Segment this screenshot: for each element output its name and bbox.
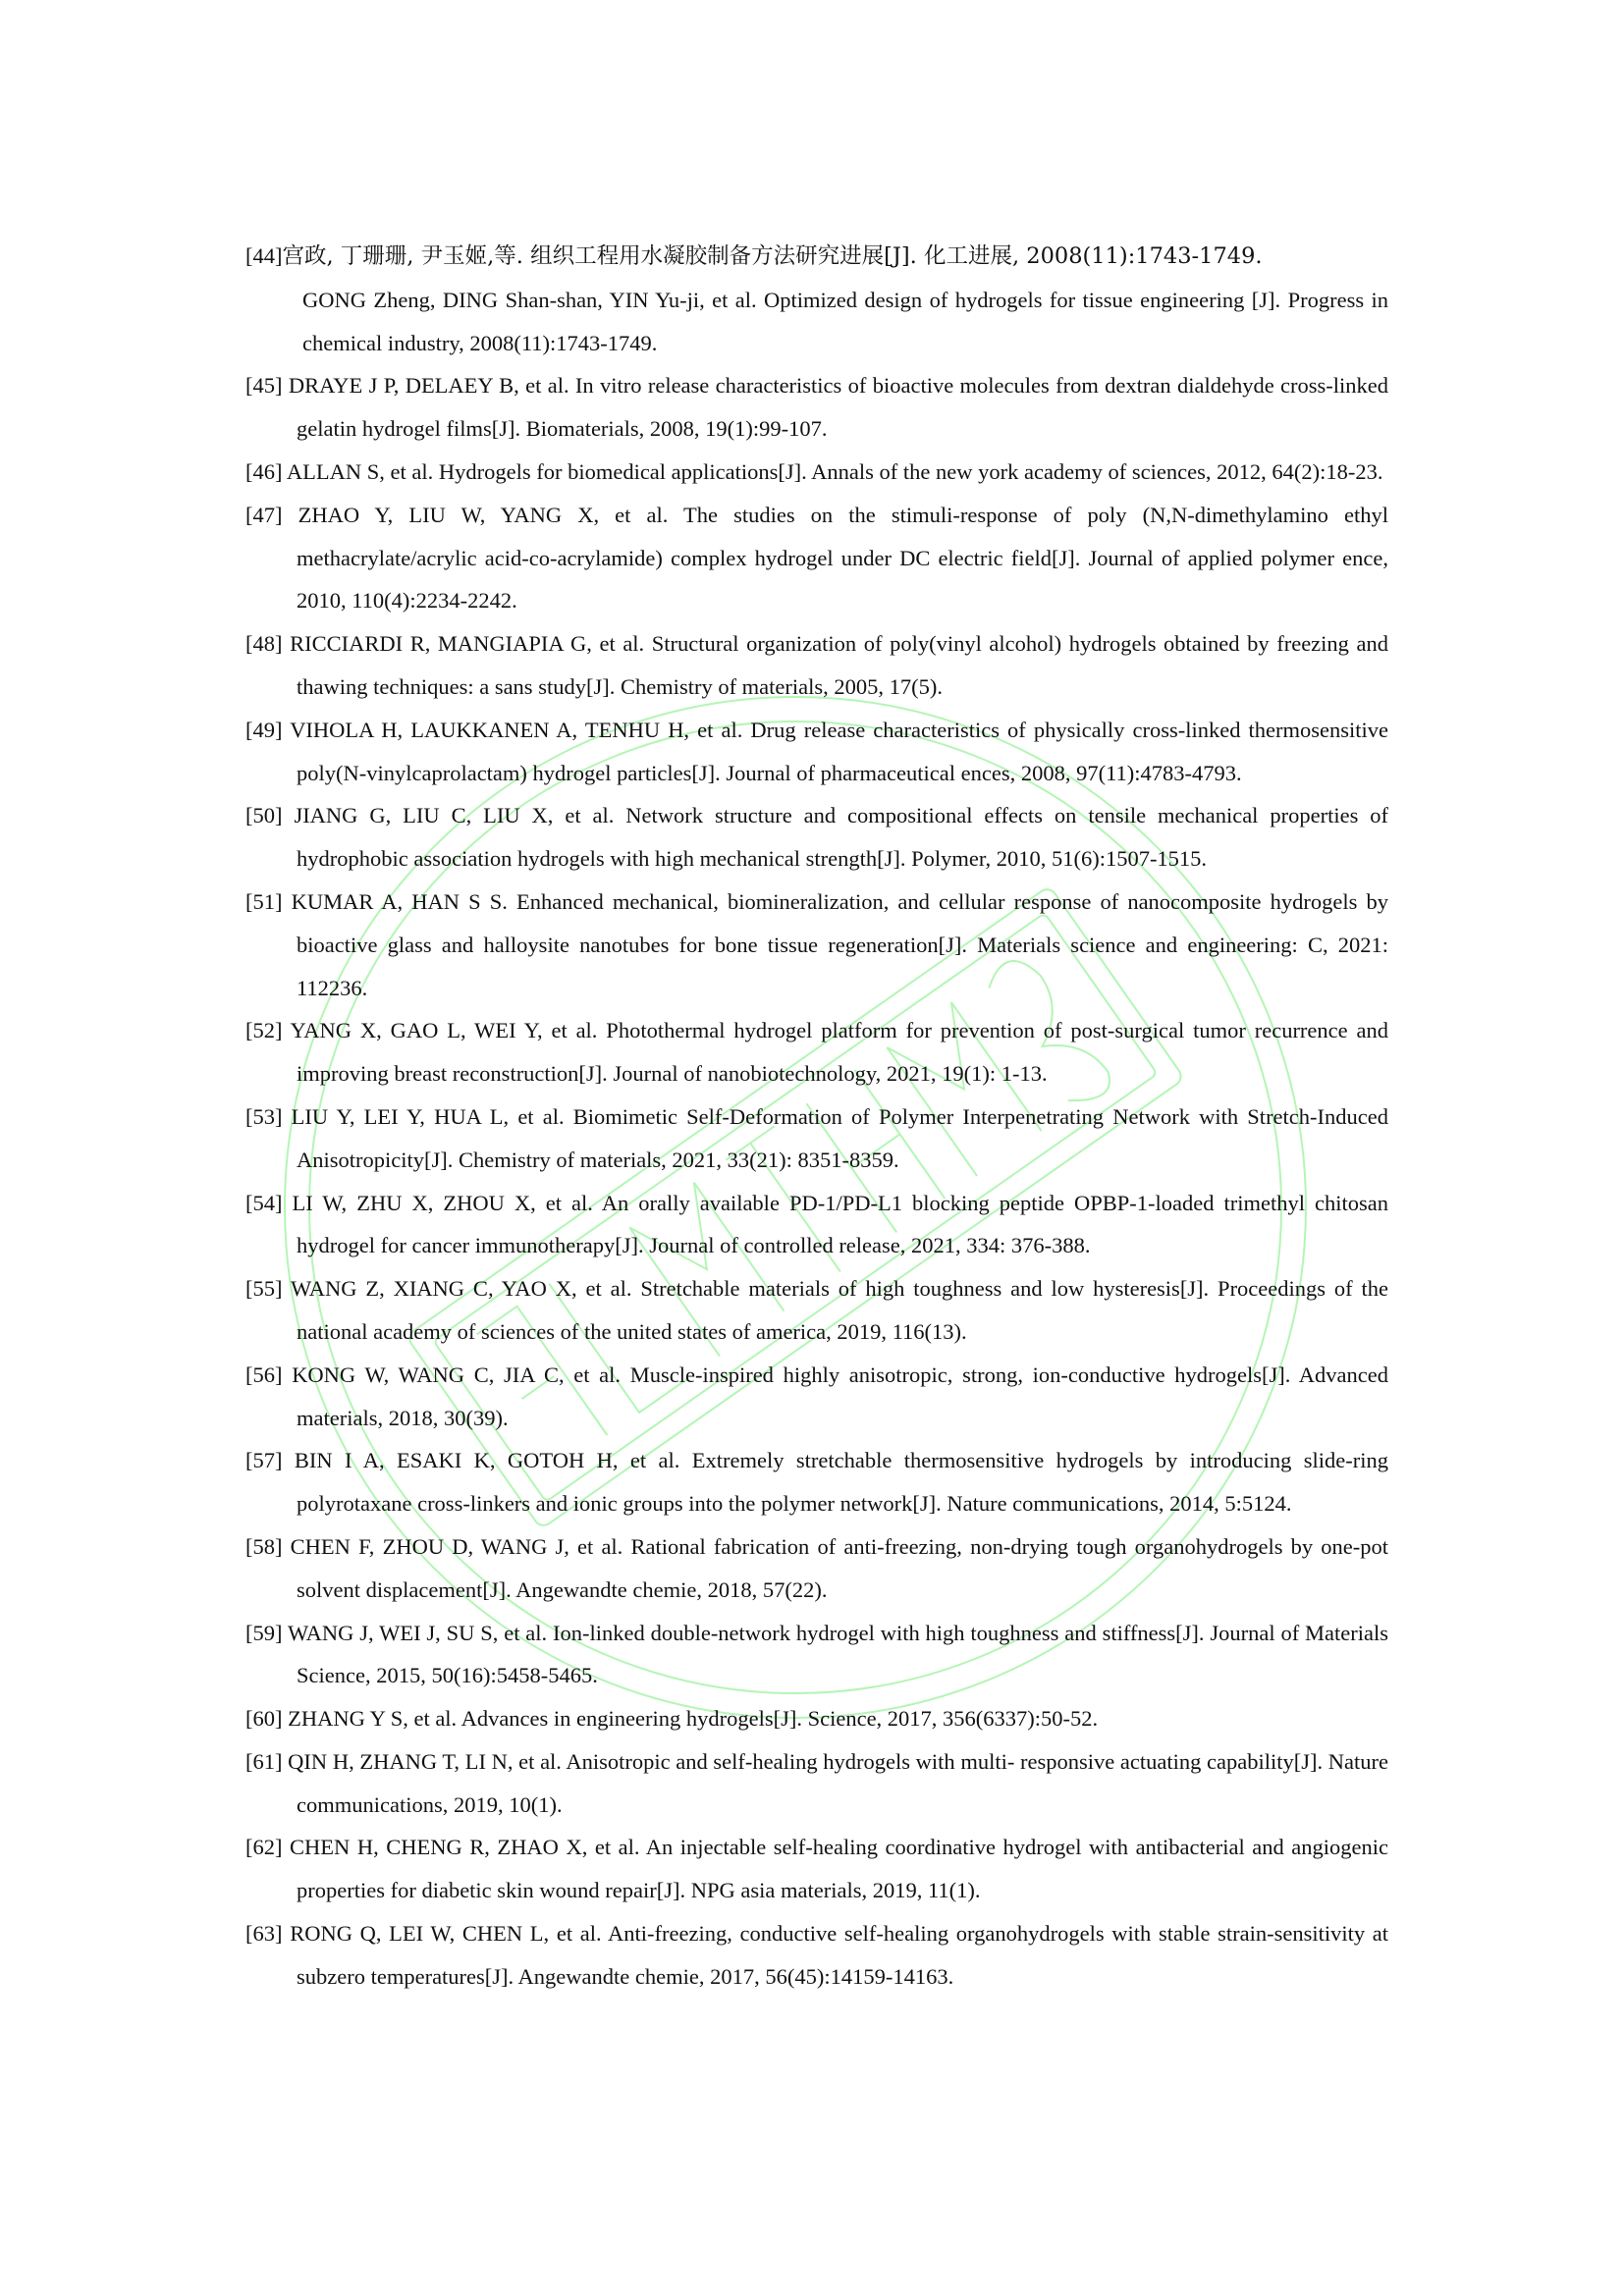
reference-text: WANG J, WEI J, SU S, et al. Ion-linked double-network hydrogel with high toughness and stiffness[J]. Journal of Materials Science, 2015, 50(16):5458-5465. — [287, 1620, 1388, 1688]
reference-number: [45] — [245, 373, 283, 399]
reference-44-en: GONG Zheng, DING Shan-shan, YIN Yu-ji, et al. Optimized design of hydrogels for tissue engineering [J]. Progress in chemical industry, 2008(11):1743-1749. — [302, 287, 1388, 355]
reference-number: [54] — [245, 1190, 283, 1215]
reference-number: [52] — [245, 1018, 283, 1043]
reference-63 — [245, 1912, 1388, 1999]
reference-59 — [245, 1612, 1388, 1698]
reference-58 — [245, 1525, 1388, 1612]
reference-text: BIN I A, ESAKI K, GOTOH H, et al. Extremely stretchable thermosensitive hydrogels by introducing slide-ring polyrotaxane cross-linkers and ionic groups into the polymer network[J]. Nature communications, 2014, 5:5124. — [294, 1448, 1389, 1517]
reference-number: [56] — [245, 1362, 283, 1387]
reference-text: QIN H, ZHANG T, LI N, et al. Anisotropic and self-healing hydrogels with multi- responsive actuating capability[J]. Nature communications, 2019, 10(1). — [288, 1748, 1388, 1817]
reference-text: 宫政, 丁珊珊, 尹玉姬,等. 组织工程用水凝胶制备方法研究进展[J]. 化工进展, 2008(11):1743-1749. — [282, 243, 1263, 269]
reference-62 — [245, 1826, 1388, 1912]
reference-60 — [245, 1697, 1388, 1740]
reference-48 — [245, 622, 1388, 709]
reference-56 — [245, 1354, 1388, 1440]
reference-50 — [245, 794, 1388, 881]
reference-number: [49] — [245, 717, 283, 742]
reference-number: [58] — [245, 1533, 283, 1559]
reference-51 — [245, 881, 1388, 1009]
reference-57 — [245, 1439, 1388, 1525]
reference-47 — [245, 494, 1388, 622]
reference-text: VIHOLA H, LAUKKANEN A, TENHU H, et al. Drug release characteristics of physically cross-linked thermosensitive poly(N-vinylcaprolactam) hydrogel particles[J]. Journal of pharmaceutical ences, 2008, 97(11):4783-4793. — [290, 717, 1388, 785]
reference-text: WANG Z, XIANG C, YAO X, et al. Stretchable materials of high toughness and low hysteresis[J]. Proceedings of the national academy of sciences of the united states of america, 2019, 116(13). — [290, 1276, 1389, 1344]
reference-text: ZHAO Y, LIU W, YANG X, et al. The studies on the stimuli-response of poly (N,N-dimethylamino ethyl methacrylate/acrylic acid-co-acrylamide) complex hydrogel under DC electric field[J]. Journal of applied polymer ence, 2010, 110(4):2234-2242. — [297, 502, 1389, 614]
reference-number: [46] — [245, 458, 283, 484]
reference-55 — [245, 1267, 1388, 1354]
reference-52 — [245, 1009, 1388, 1095]
reference-45 — [245, 364, 1388, 451]
reference-49 — [245, 709, 1388, 795]
reference-text: CHEN H, CHENG R, ZHAO X, et al. An injectable self-healing coordinative hydrogel with antibacterial and angiogenic properties for diabetic skin wound repair[J]. NPG asia materials, 2019, 11(1). — [290, 1835, 1389, 1903]
reference-44-cn — [245, 235, 1388, 279]
reference-number: [63] — [245, 1921, 283, 1947]
reference-number: [51] — [245, 888, 283, 914]
reference-text: RICCIARDI R, MANGIAPIA G, et al. Structural organization of poly(vinyl alcohol) hydrogels obtained by freezing and thawing techniques: a sans study[J]. Chemistry of materials, 2005, 17(5). — [290, 631, 1388, 699]
reference-number: [60] — [245, 1706, 283, 1732]
reference-number: [48] — [245, 631, 283, 657]
reference-53 — [245, 1095, 1388, 1182]
reference-46 — [245, 451, 1388, 494]
reference-list — [245, 235, 1388, 1999]
reference-number: [62] — [245, 1835, 283, 1860]
reference-number: [59] — [245, 1620, 283, 1645]
reference-number: [44] — [245, 243, 283, 268]
reference-text: DRAYE J P, DELAEY B, et al. In vitro release characteristics of bioactive molecules from dextran dialdehyde cross-linked gelatin hydrogel films[J]. Biomaterials, 2008, 19(1):99-107. — [288, 373, 1388, 442]
reference-number: [53] — [245, 1103, 283, 1129]
reference-text: LI W, ZHU X, ZHOU X, et al. An orally available PD-1/PD-L1 blocking peptide OPBP-1-loaded trimethyl chitosan hydrogel for cancer immunotherapy[J]. Journal of controlled release, 2021, 334: 376-388. — [292, 1190, 1389, 1258]
reference-54 — [245, 1182, 1388, 1268]
reference-number: [61] — [245, 1748, 283, 1774]
reference-text: YANG X, GAO L, WEI Y, et al. Photothermal hydrogel platform for prevention of post-surgical tumor recurrence and improving breast reconstruction[J]. Journal of nanobiotechnology, 2021, 19(1): 1-13. — [290, 1018, 1388, 1087]
reference-text: ALLAN S, et al. Hydrogels for biomedical applications[J]. Annals of the new york academy of sciences, 2012, 64(2):18-23. — [286, 458, 1383, 484]
reference-text: ZHANG Y S, et al. Advances in engineering hydrogels[J]. Science, 2017, 356(6337):50-52. — [288, 1706, 1099, 1732]
reference-text: KUMAR A, HAN S S. Enhanced mechanical, biomineralization, and cellular response of nanocomposite hydrogels by bioactive glass and halloysite nanotubes for bone tissue regeneration[J]. Materials science and engineering: C, 2021: 112236. — [291, 888, 1389, 1000]
reference-number: [50] — [245, 803, 283, 828]
reference-number: [47] — [245, 502, 283, 527]
reference-number: [57] — [245, 1448, 283, 1473]
reference-text: JIANG G, LIU C, LIU X, et al. Network structure and compositional effects on tensile mechanical properties of hydrophobic association hydrogels with high mechanical strength[J]. Polymer, 2010, 51(6):1507-1515. — [294, 803, 1389, 872]
reference-61 — [245, 1740, 1388, 1827]
reference-text: CHEN F, ZHOU D, WANG J, et al. Rational fabrication of anti-freezing, non-drying tough organohydrogels by one-pot solvent displacement[J]. Angewandte chemie, 2018, 57(22). — [290, 1533, 1389, 1602]
reference-text: RONG Q, LEI W, CHEN L, et al. Anti-freezing, conductive self-healing organohydrogels with stable strain-sensitivity at subzero temperatures[J]. Angewandte chemie, 2017, 56(45):14159-14163. — [290, 1921, 1389, 1989]
reference-text: LIU Y, LEI Y, HUA L, et al. Biomimetic Self-Deformation of Polymer Interpenetrating Network with Stretch-Induced Anisotropicity[J]. Chemistry of materials, 2021, 33(21): 8351-8359. — [291, 1103, 1388, 1172]
reference-number: [55] — [245, 1276, 283, 1302]
reference-text: KONG W, WANG C, JIA C, et al. Muscle-inspired highly anisotropic, strong, ion-conductive hydrogels[J]. Advanced materials, 2018, 30(39). — [292, 1362, 1389, 1430]
